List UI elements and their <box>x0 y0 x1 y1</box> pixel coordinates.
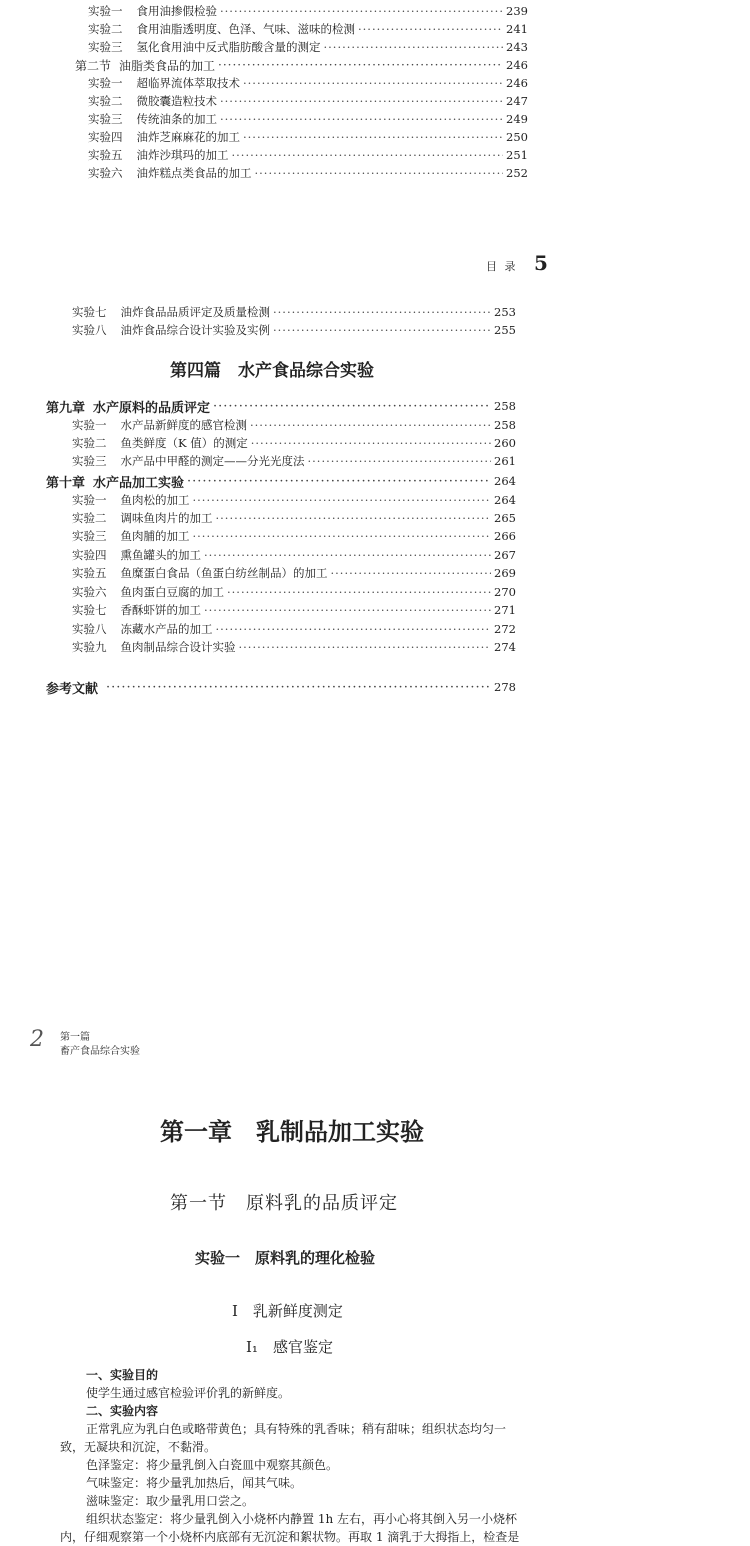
leader-dots <box>220 112 503 126</box>
toc-entry-title: 微胶囊造粒技术 <box>136 94 217 108</box>
toc-entry-page: 258 <box>494 418 516 432</box>
toc-entry-label: 实验五 <box>72 566 107 580</box>
toc-entry-page: 239 <box>506 4 528 18</box>
paragraph: 正常乳应为乳白色或略带黄色；具有特殊的乳香味；稍有甜味；组织状态均匀一 <box>86 1422 507 1436</box>
leader-dots <box>239 640 492 654</box>
toc-entry-label: 实验六 <box>88 166 123 180</box>
toc-entry-label: 实验一 <box>88 4 123 18</box>
toc-chapter[interactable] <box>46 472 516 490</box>
toc-entry-page: 269 <box>494 566 516 580</box>
toc-entry-page: 251 <box>506 148 528 162</box>
leader-dots <box>220 94 503 108</box>
toc-entry-label: 实验二 <box>72 511 107 525</box>
toc-entry[interactable] <box>72 434 516 452</box>
leader-dots <box>243 76 503 90</box>
toc-entry[interactable] <box>88 92 528 110</box>
toc-entry-title: 香酥虾饼的加工 <box>120 603 201 617</box>
toc-entry-label: 实验三 <box>72 529 107 543</box>
toc-entry-page: 253 <box>494 305 516 319</box>
toc-chapter-label: 第十章 <box>46 475 86 491</box>
toc-entry-title: 冻藏水产品的加工 <box>120 622 213 636</box>
leader-dots <box>213 399 491 414</box>
toc-entry-page: 264 <box>494 493 516 507</box>
toc-entry[interactable] <box>88 110 528 128</box>
leader-dots <box>308 454 492 468</box>
toc-entry-title: 水产品新鲜度的感官检测 <box>120 418 247 432</box>
toc-chapter[interactable] <box>46 397 516 415</box>
toc-entry-page: 271 <box>494 603 516 617</box>
leader-dots <box>324 40 504 54</box>
toc-entry-page: 272 <box>494 622 516 636</box>
toc-section[interactable] <box>75 56 528 74</box>
toc-entry-label: 第二节 <box>75 58 112 73</box>
toc-entry-label: 实验二 <box>88 22 123 36</box>
running-head-title: 畜产食品综合实验 <box>60 1046 140 1057</box>
heading-purpose: 一、实验目的 <box>86 1368 159 1382</box>
toc-entry-label: 实验七 <box>72 305 107 319</box>
experiment-title: 实验一 原料乳的理化检验 <box>195 1249 376 1267</box>
toc-entry-title: 鱼肉蛋白豆腐的加工 <box>120 585 224 599</box>
leader-dots <box>220 4 503 18</box>
paragraph: 色泽鉴定：将少量乳倒入白瓷皿中观察其颜色。 <box>86 1458 339 1472</box>
toc-entry-label: 实验五 <box>88 148 123 162</box>
toc-entry[interactable] <box>72 491 516 509</box>
toc-entry-title: 鱼糜蛋白食品（鱼蛋白纺丝制品）的加工 <box>120 566 328 580</box>
toc-entry-label: 实验二 <box>88 94 123 108</box>
toc-chapter-label: 第九章 <box>46 400 86 416</box>
heading-content: 二、实验内容 <box>86 1404 159 1418</box>
toc-entry[interactable] <box>88 2 528 20</box>
leader-dots <box>227 585 491 599</box>
running-head-part: 第一篇 <box>60 1032 90 1043</box>
paragraph: 使学生通过感官检验评价乳的新鲜度。 <box>86 1386 291 1400</box>
page-number: 5 <box>534 251 548 275</box>
paragraph: 致，无凝块和沉淀，不黏滑。 <box>60 1440 217 1454</box>
toc-entry[interactable] <box>72 527 516 545</box>
leader-dots <box>255 166 504 180</box>
toc-entry-page: 247 <box>506 94 528 108</box>
toc-entry[interactable] <box>72 601 516 619</box>
leader-dots <box>106 680 491 695</box>
toc-entry-title: 熏鱼罐头的加工 <box>120 548 201 562</box>
toc-chapter-page: 264 <box>494 474 516 488</box>
leader-dots <box>193 529 492 543</box>
toc-entry-title: 油炸沙琪玛的加工 <box>136 148 229 162</box>
toc-entry-page: 243 <box>506 40 528 54</box>
toc-entry-page: 265 <box>494 511 516 525</box>
toc-references-title: 参考文献 <box>46 681 99 697</box>
toc-entry[interactable] <box>72 303 516 321</box>
toc-chapter-title: 水产原料的品质评定 <box>93 400 211 416</box>
toc-entry-title: 油炸食品品质评定及质量检测 <box>120 305 270 319</box>
leader-dots <box>358 22 503 36</box>
toc-entry-page: 241 <box>506 22 528 36</box>
toc-entry-title: 油炸芝麻麻花的加工 <box>136 130 240 144</box>
toc-entry-page: 252 <box>506 166 528 180</box>
running-header-label: 目 录 <box>486 260 518 273</box>
toc-entry[interactable] <box>72 452 516 470</box>
toc-references[interactable] <box>46 678 516 696</box>
toc-entry-title: 鱼肉制品综合设计实验 <box>120 640 236 654</box>
leader-dots <box>216 622 492 636</box>
toc-entry-label: 实验四 <box>88 130 123 144</box>
paragraph: 组织状态鉴定：将少量乳倒入小烧杯内静置 1h 左右，再小心将其倒入另一小烧杯 <box>86 1512 517 1526</box>
toc-entry-page: 249 <box>506 112 528 126</box>
toc-entry-title: 油炸食品综合设计实验及实例 <box>120 323 270 337</box>
toc-entry-title: 鱼肉松的加工 <box>120 493 190 507</box>
toc-entry[interactable] <box>88 74 528 92</box>
toc-entry-title: 鱼肉脯的加工 <box>120 529 190 543</box>
leader-dots <box>218 58 503 72</box>
toc-entry-title: 鱼类鲜度（K 值）的测定 <box>120 436 248 450</box>
leader-dots <box>232 148 504 162</box>
toc-entry[interactable] <box>88 146 528 164</box>
section-title: 第一节 原料乳的品质评定 <box>170 1193 398 1214</box>
toc-entry-label: 实验四 <box>72 548 107 562</box>
leader-dots <box>204 603 491 617</box>
leader-dots <box>216 511 492 525</box>
toc-entry-label: 实验一 <box>72 493 107 507</box>
toc-entry-label: 实验六 <box>72 585 107 599</box>
toc-entry-title: 调味鱼肉片的加工 <box>120 511 213 525</box>
toc-entry-title: 水产品中甲醛的测定——分光光度法 <box>120 454 305 468</box>
toc-entry[interactable] <box>72 564 516 582</box>
toc-entry[interactable] <box>72 416 516 434</box>
part-title: 第四篇 水产食品综合实验 <box>170 361 374 381</box>
paragraph: 气味鉴定：将少量乳加热后，闻其气味。 <box>86 1476 303 1490</box>
leader-dots <box>193 493 492 507</box>
toc-entry-title: 油脂类食品的加工 <box>119 58 216 73</box>
toc-entry-page: 270 <box>494 585 516 599</box>
toc-entry-page: 255 <box>494 323 516 337</box>
toc-entry-label: 实验七 <box>72 603 107 617</box>
toc-entry-title: 食用油脂透明度、色泽、气味、滋味的检测 <box>136 22 355 36</box>
toc-entry-label: 实验三 <box>88 40 123 54</box>
toc-chapter-page: 258 <box>494 399 516 413</box>
subsubsection-title: Ⅰ₁ 感官鉴定 <box>246 1338 333 1356</box>
toc-entry-page: 267 <box>494 548 516 562</box>
toc-entry-title: 油炸糕点类食品的加工 <box>136 166 252 180</box>
toc-entry[interactable] <box>72 509 516 527</box>
toc-entry-label: 实验一 <box>72 418 107 432</box>
leader-dots <box>273 305 491 319</box>
toc-entry-page: 261 <box>494 454 516 468</box>
leader-dots <box>250 418 491 432</box>
toc-entry[interactable] <box>88 128 528 146</box>
toc-entry[interactable] <box>72 620 516 638</box>
leader-dots <box>273 323 491 337</box>
toc-entry-label: 实验九 <box>72 640 107 654</box>
paragraph: 滋味鉴定：取少量乳用口尝之。 <box>86 1494 255 1508</box>
leader-dots <box>187 474 491 489</box>
toc-chapter-title: 水产品加工实验 <box>93 475 185 491</box>
toc-entry-title: 氢化食用油中反式脂肪酸含量的测定 <box>136 40 321 54</box>
toc-entry-page: 260 <box>494 436 516 450</box>
toc-entry[interactable] <box>72 638 516 656</box>
toc-entry-page: 274 <box>494 640 516 654</box>
toc-entry[interactable] <box>72 546 516 564</box>
toc-entry[interactable] <box>88 38 528 56</box>
toc-entry-label: 实验八 <box>72 323 107 337</box>
toc-references-page: 278 <box>494 680 516 694</box>
toc-entry[interactable] <box>72 321 516 339</box>
leader-dots <box>243 130 503 144</box>
chapter-title: 第一章 乳制品加工实验 <box>160 1117 424 1146</box>
toc-entry-page: 246 <box>506 58 528 72</box>
toc-entry-label: 实验二 <box>72 436 107 450</box>
toc-entry-label: 实验三 <box>72 454 107 468</box>
toc-entry-label: 实验一 <box>88 76 123 90</box>
toc-entry[interactable] <box>88 164 528 182</box>
toc-entry-label: 实验八 <box>72 622 107 636</box>
leader-dots <box>204 548 491 562</box>
page-number: 2 <box>30 1027 44 1052</box>
toc-entry[interactable] <box>88 20 528 38</box>
toc-entry-label: 实验三 <box>88 112 123 126</box>
toc-entry-title: 超临界流体萃取技术 <box>136 76 240 90</box>
paragraph: 内，仔细观察第一个小烧杯内底部有无沉淀和絮状物。再取 1 滴乳于大拇指上，检查是 <box>60 1530 520 1544</box>
toc-entry-page: 250 <box>506 130 528 144</box>
subsection-title: Ⅰ 乳新鲜度测定 <box>232 1302 343 1320</box>
toc-entry-title: 传统油条的加工 <box>136 112 217 126</box>
toc-entry-page: 266 <box>494 529 516 543</box>
toc-entry[interactable] <box>72 583 516 601</box>
toc-entry-title: 食用油掺假检验 <box>136 4 217 18</box>
toc-entry-page: 246 <box>506 76 528 90</box>
leader-dots <box>251 436 491 450</box>
leader-dots <box>331 566 492 580</box>
